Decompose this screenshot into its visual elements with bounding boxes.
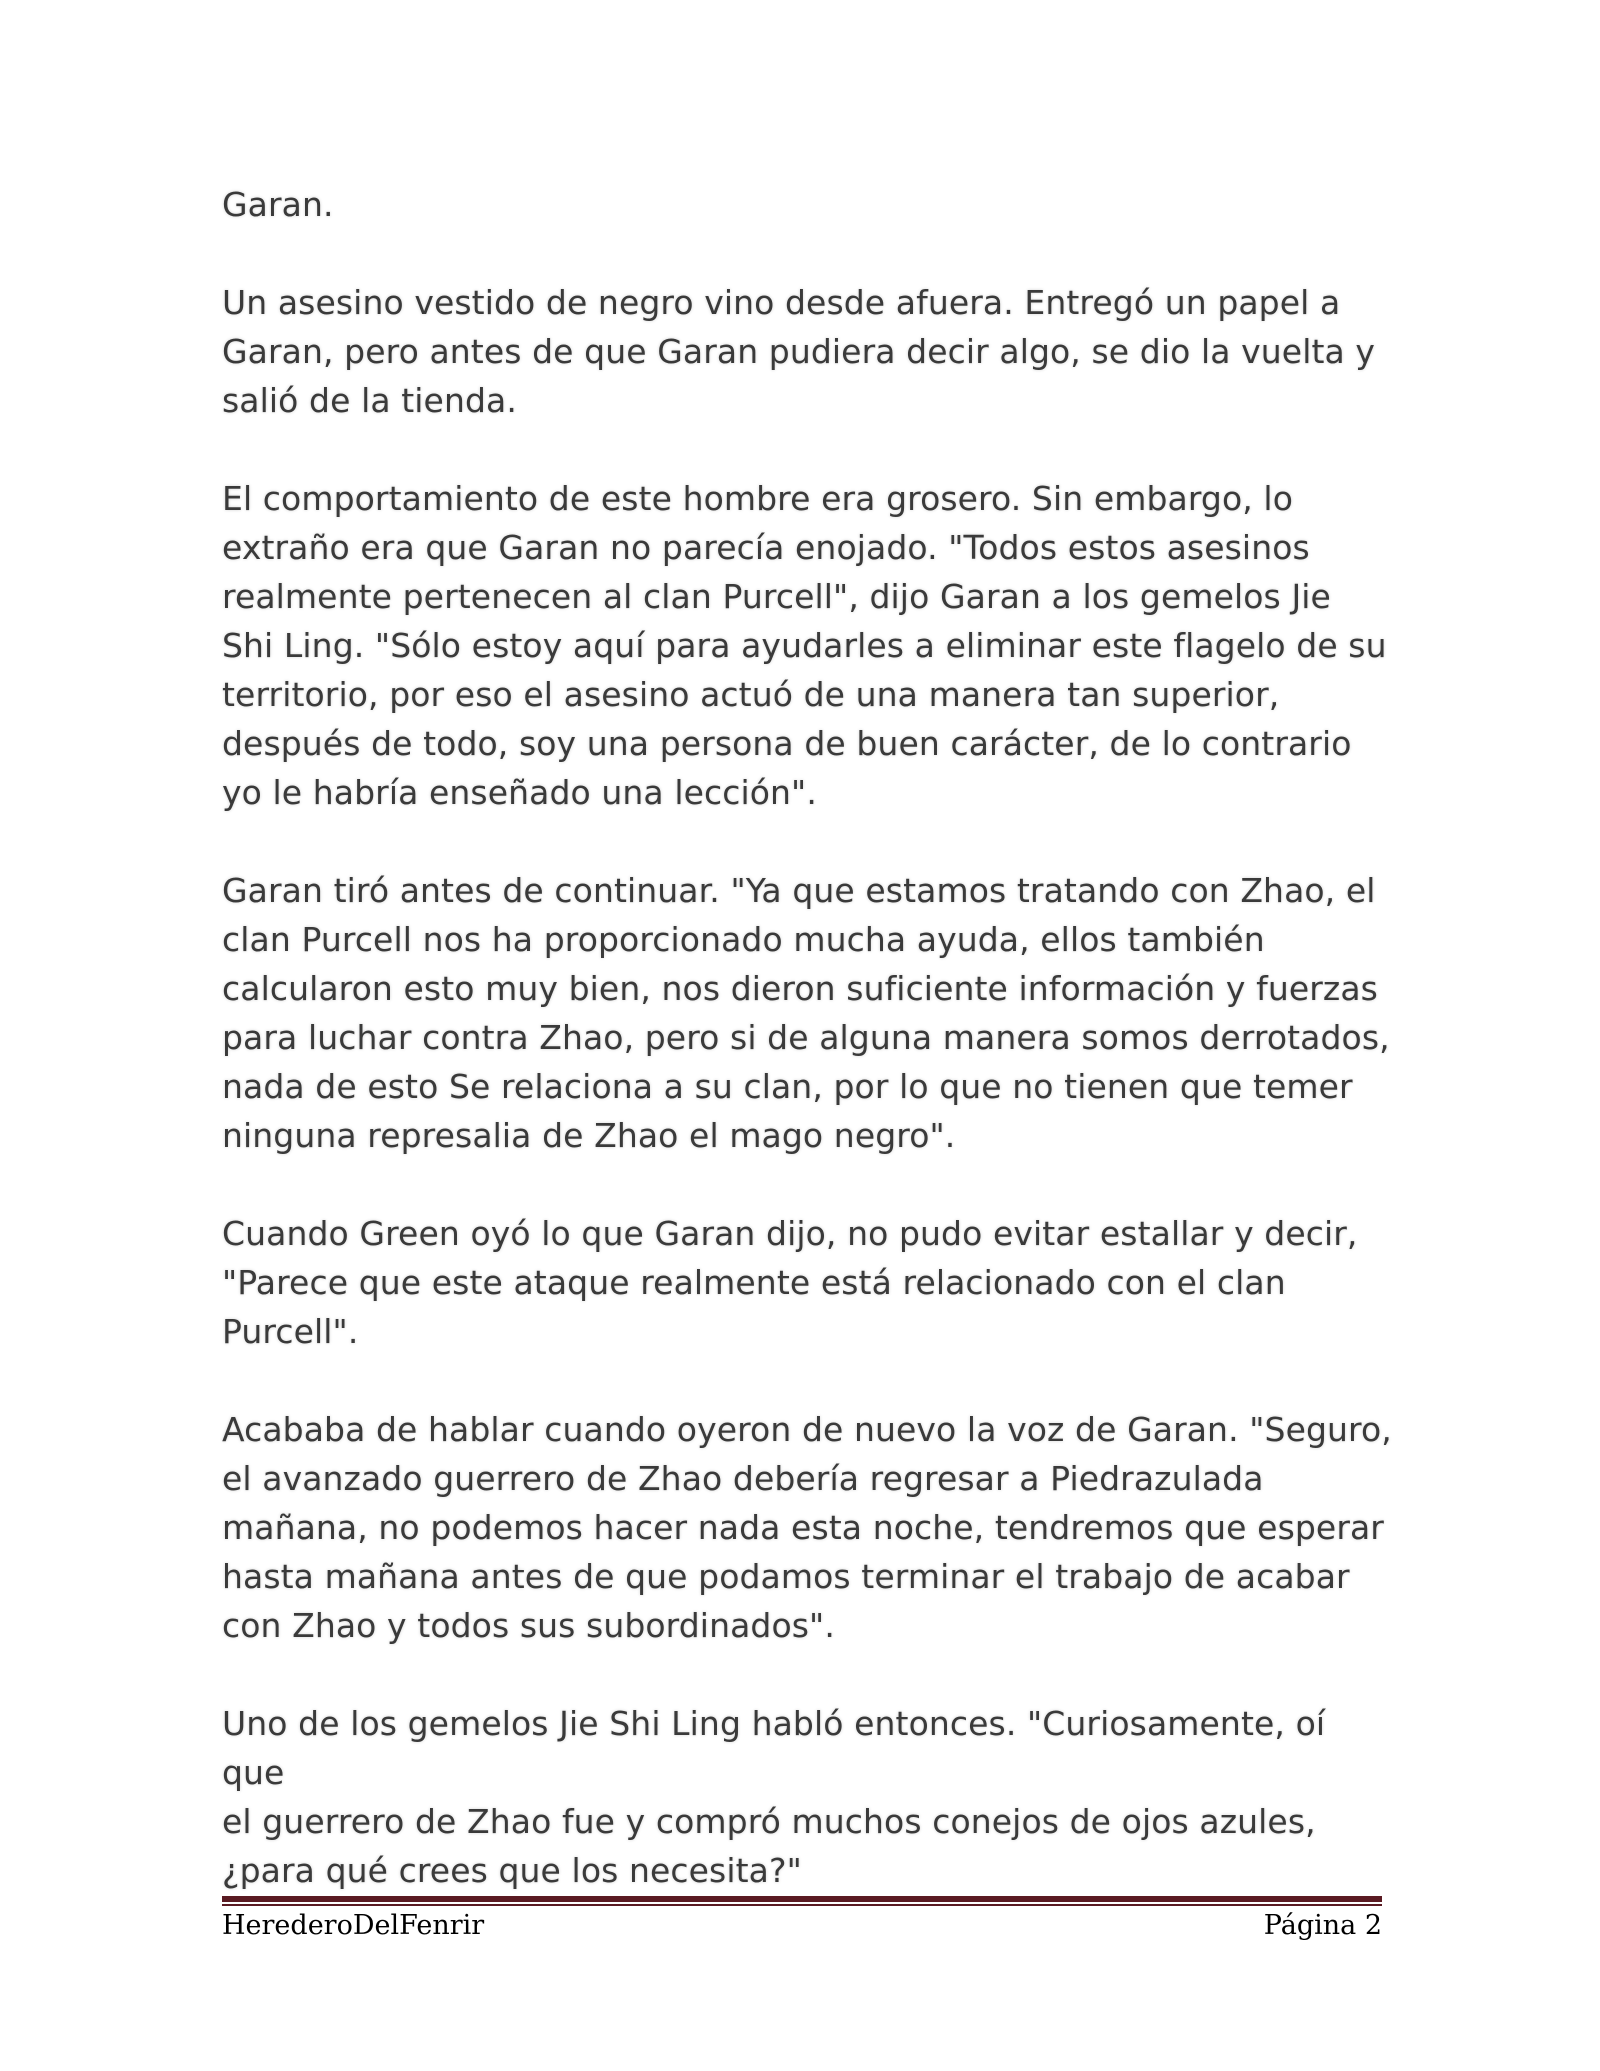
footer-page-number: Página 2 — [1263, 1910, 1382, 1941]
paragraph: Garan tiró antes de continuar. "Ya que estamos tratando con Zhao, el clan Purcell nos ha proporcionado mucha ayuda, ellos también calcularon esto muy bien, nos dieron suficiente información y fuerzas para luchar contra Zhao, pero si de alguna manera somos derrotados, nada de esto Se relaciona a su clan, por lo que no tienen que temer ninguna represalia de Zhao el mago negro". — [222, 871, 1390, 1155]
paragraph: El comportamiento de este hombre era grosero. Sin embargo, lo extraño era que Garan no parecía enojado. "Todos estos asesinos realmente pertenecen al clan Purcell", dijo Garan a los gemelos Jie Shi Ling. "Sólo estoy aquí para ayudarles a eliminar este flagelo de su territorio, por eso el asesino actuó de una manera tan superior, después de todo, soy una persona de buen carácter, de lo contrario yo le habría enseñado una lección". — [222, 479, 1387, 812]
document-body — [222, 180, 1392, 1944]
paragraph: Un asesino vestido de negro vino desde afuera. Entregó un papel a Garan, pero antes de que Garan pudiera decir algo, se dio la vuelta y salió de la tienda. — [222, 283, 1376, 420]
footer-divider-thick — [222, 1896, 1382, 1902]
paragraph: Garan. — [222, 185, 334, 224]
footer-divider — [222, 1896, 1382, 1906]
footer-divider-thin — [222, 1904, 1382, 1906]
page-footer — [222, 1910, 1382, 1941]
paragraph: Acababa de hablar cuando oyeron de nuevo la voz de Garan. "Seguro, el avanzado guerrero de Zhao debería regresar a Piedrazulada mañana, no podemos hacer nada esta noche, tendremos que esperar hasta mañana antes de que podamos terminar el trabajo de acabar con Zhao y todos sus subordinados". — [222, 1410, 1392, 1645]
paragraph: Cuando Green oyó lo que Garan dijo, no pudo evitar estallar y decir, "Parece que este ataque realmente está relacionado con el clan Purcell". — [222, 1214, 1358, 1351]
footer-author: HerederoDelFenrir — [222, 1910, 485, 1941]
paragraph: Uno de los gemelos Jie Shi Ling habló entonces. "Curiosamente, oí que el guerrero de Zhao fue y compró muchos conejos de ojos azules, ¿para qué crees que los necesita?" — [222, 1704, 1326, 1890]
